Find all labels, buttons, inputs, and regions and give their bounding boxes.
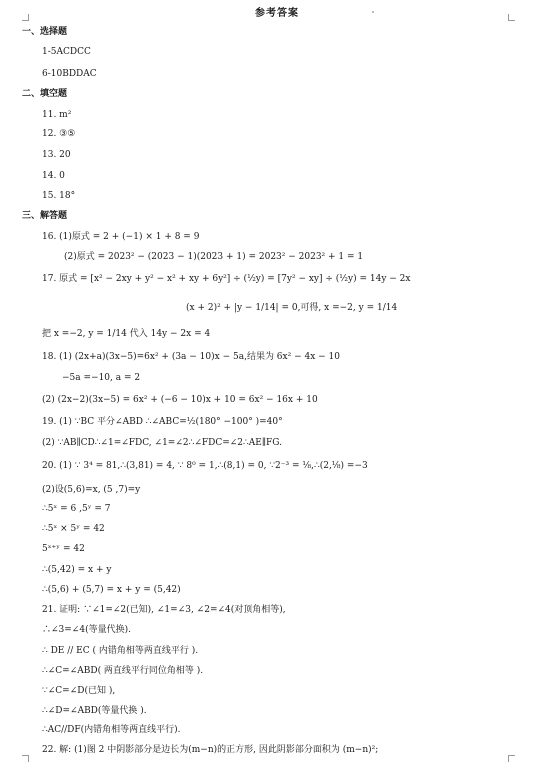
- answer-line: 18. (1) (2x+a)(3x−5)=6x² + (3a − 10)x − 5a,结果为 6x² − 4x − 10: [42, 352, 340, 362]
- answer-line: ∵∠C=∠D(已知 ),: [42, 686, 116, 696]
- answer-line: (2) (2x−2)(3x−5) = 6x² + (−6 − 10)x + 10 = 6x² − 16x + 10: [42, 395, 318, 405]
- answer-line: 5ˣ⁺ʸ = 42: [42, 544, 85, 554]
- answer-line: (x + 2)² + |y − 1/14| = 0,可得, x =−2, y = 1/14: [186, 303, 398, 313]
- answer-line: 14. 0: [42, 171, 65, 181]
- answer-line: ∴(5,6) + (5,7) = x + y = (5,42): [42, 585, 181, 595]
- answer-line: ∴AC//DF(内错角相等两直线平行).: [42, 725, 181, 735]
- answer-line: (2) ∵AB∥CD∴∠1=∠FDC, ∠1=∠2∴∠FDC=∠2∴AE∥FG.: [42, 438, 282, 448]
- answer-line: ∴∠D=∠ABD(等量代换 ).: [42, 706, 147, 716]
- answer-line: −5a =−10, a = 2: [62, 373, 141, 383]
- answer-line: 20. (1) ∵ 3⁴ = 81,∴(3,81) = 4, ∵ 8⁰ = 1,∴(8,1) = 0, ∵2⁻³ = ⅛,∴(2,⅛) =−3: [42, 461, 368, 471]
- section-heading-solve: 三、解答题: [22, 211, 68, 221]
- section-heading-choice: 一、选择题: [22, 27, 68, 37]
- answer-line: 11. m²: [42, 110, 72, 120]
- answer-line: 17. 原式 = [x² − 2xy + y² − x² + xy + 6y²] ÷ (½y) = [7y² − xy] ÷ (½y) = 14y − 2x: [42, 274, 411, 284]
- crop-mark-bottom-left: [22, 755, 29, 762]
- answer-line: ∴5ˣ = 6 ,5ʸ = 7: [42, 504, 111, 514]
- page-dot: [372, 11, 374, 13]
- answer-line: 16. (1)原式 = 2 + (−1) × 1 + 8 = 9: [42, 232, 200, 242]
- page-title: 参考答案: [255, 8, 299, 19]
- answer-line: 21. 证明: ∵∠1=∠2(已知), ∠1=∠3, ∠2=∠4(对顶角相等),: [42, 605, 286, 615]
- answer-line: ∴∠3=∠4(等量代换).: [42, 625, 131, 635]
- answer-line: 1-5ACDCC: [42, 47, 91, 57]
- answer-line: ∴∠C=∠ABD( 两直线平行同位角相等 ).: [42, 666, 204, 676]
- answer-line: 把 x =−2, y = 1/14 代入 14y − 2x = 4: [42, 329, 211, 339]
- crop-mark-bottom-right: [508, 755, 515, 762]
- answer-line: 13. 20: [42, 150, 71, 160]
- answer-line: 6-10BDDAC: [42, 69, 97, 79]
- section-heading-fill: 二、填空题: [22, 89, 68, 99]
- answer-line: 12. ③⑤: [42, 129, 76, 139]
- answer-line: ∴5ˣ × 5ʸ = 42: [42, 524, 105, 534]
- answer-line: (2)原式 = 2023² − (2023 − 1)(2023 + 1) = 2023² − 2023² + 1 = 1: [64, 252, 364, 262]
- crop-mark-top-left: [22, 14, 29, 21]
- answer-line: 19. (1) ∵BC 平分∠ABD ∴∠ABC=½(180° −100° )=40°: [42, 417, 283, 427]
- answer-line: 22. 解: (1)图 2 中阴影部分是边长为(m−n)的正方形, 因此阴影部分面积为 (m−n)²;: [42, 745, 379, 755]
- answer-line: (2)设(5,6)=x, (5 ,7)=y: [42, 485, 141, 495]
- answer-line: ∴(5,42) = x + y: [42, 565, 112, 575]
- crop-mark-top-right: [508, 14, 515, 21]
- answer-line: ∴ DE // EC ( 内错角相等两直线平行 ).: [42, 646, 199, 656]
- answer-line: 15. 18°: [42, 191, 76, 201]
